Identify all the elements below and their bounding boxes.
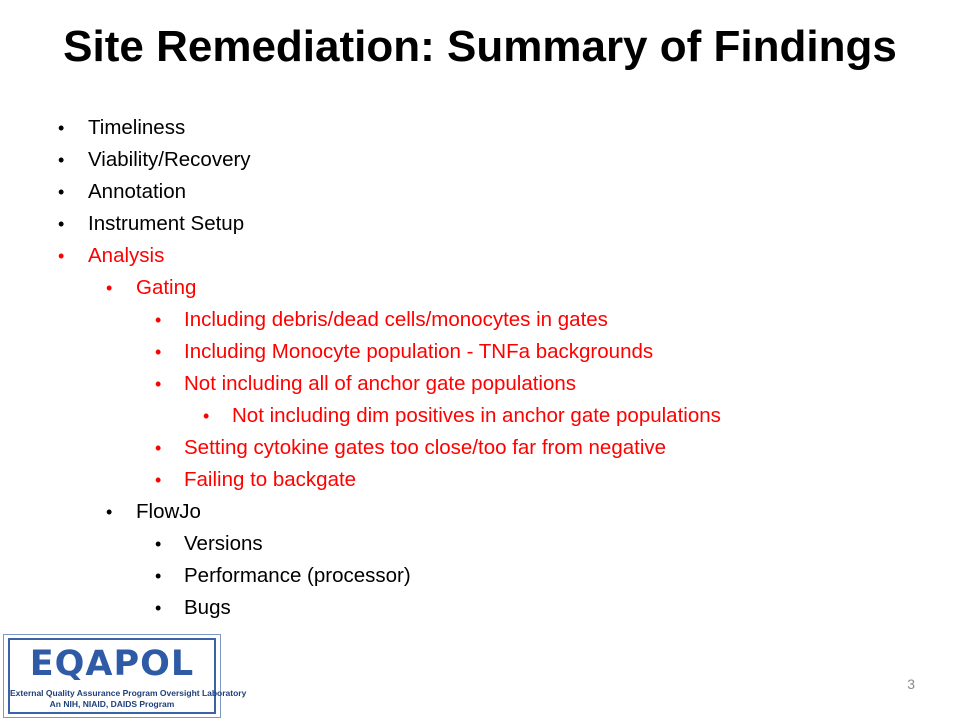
- bullet-text: Viability/Recovery: [88, 148, 251, 171]
- bullet-text: Performance (processor): [184, 564, 411, 587]
- bullet-item: [0, 272, 960, 304]
- bullet-item: [0, 400, 960, 432]
- bullet-dot-icon: •: [58, 182, 65, 202]
- bullet-text: Annotation: [88, 180, 187, 203]
- bullet-list: [0, 112, 960, 624]
- bullet-item: [0, 432, 960, 464]
- bullet-text: Versions: [184, 532, 263, 555]
- bullet-text: Instrument Setup: [88, 212, 245, 235]
- bullet-item: [0, 368, 960, 400]
- bullet-dot-icon: •: [155, 310, 162, 330]
- bullet-dot-icon: •: [58, 246, 65, 266]
- bullet-dot-icon: •: [203, 406, 210, 426]
- bullet-item: [0, 240, 960, 272]
- logo-tagline-1: External Quality Assurance Program Oversight Laboratory: [10, 688, 247, 698]
- bullet-dot-icon: •: [58, 214, 65, 234]
- bullet-item: [0, 208, 960, 240]
- bullet-text: Analysis: [88, 244, 165, 267]
- bullet-item: [0, 304, 960, 336]
- bullet-item: [0, 464, 960, 496]
- bullet-text: Failing to backgate: [184, 468, 357, 491]
- bullet-dot-icon: •: [155, 342, 162, 362]
- bullet-dot-icon: •: [106, 278, 113, 298]
- bullet-text: Not including dim positives in anchor gate populations: [232, 404, 721, 427]
- bullet-text: Including Monocyte population - TNFa backgrounds: [184, 340, 654, 363]
- bullet-dot-icon: •: [155, 438, 162, 458]
- bullet-text: Gating: [136, 276, 197, 299]
- bullet-dot-icon: •: [155, 534, 162, 554]
- bullet-text: Setting cytokine gates too close/too far from negative: [184, 436, 667, 459]
- bullet-item: [0, 336, 960, 368]
- bullet-text: Timeliness: [88, 116, 186, 139]
- page-number: 3: [907, 676, 915, 692]
- bullet-text: Not including all of anchor gate populations: [184, 372, 577, 395]
- bullet-dot-icon: •: [155, 566, 162, 586]
- bullet-item: [0, 176, 960, 208]
- bullet-item: [0, 560, 960, 592]
- bullet-item: [0, 112, 960, 144]
- bullet-text: Bugs: [184, 596, 231, 619]
- eqapol-logo: [3, 634, 247, 718]
- logo-wordmark: EQAPOL: [29, 644, 195, 684]
- bullet-item: [0, 528, 960, 560]
- logo-frame: [8, 638, 247, 714]
- bullet-text: FlowJo: [136, 500, 201, 523]
- bullet-dot-icon: •: [155, 470, 162, 490]
- bullet-dot-icon: •: [155, 374, 162, 394]
- logo-tagline-2: An NIH, NIAID, DAIDS Program: [49, 699, 175, 709]
- bullet-dot-icon: •: [155, 598, 162, 618]
- bullet-text: Including debris/dead cells/monocytes in gates: [184, 308, 608, 331]
- bullet-item: [0, 496, 960, 528]
- bullet-item: [0, 144, 960, 176]
- bullet-dot-icon: •: [106, 502, 113, 522]
- bullet-dot-icon: •: [58, 118, 65, 138]
- slide-title: Site Remediation: Summary of Findings: [63, 22, 897, 71]
- bullet-dot-icon: •: [58, 150, 65, 170]
- bullet-item: [0, 592, 960, 624]
